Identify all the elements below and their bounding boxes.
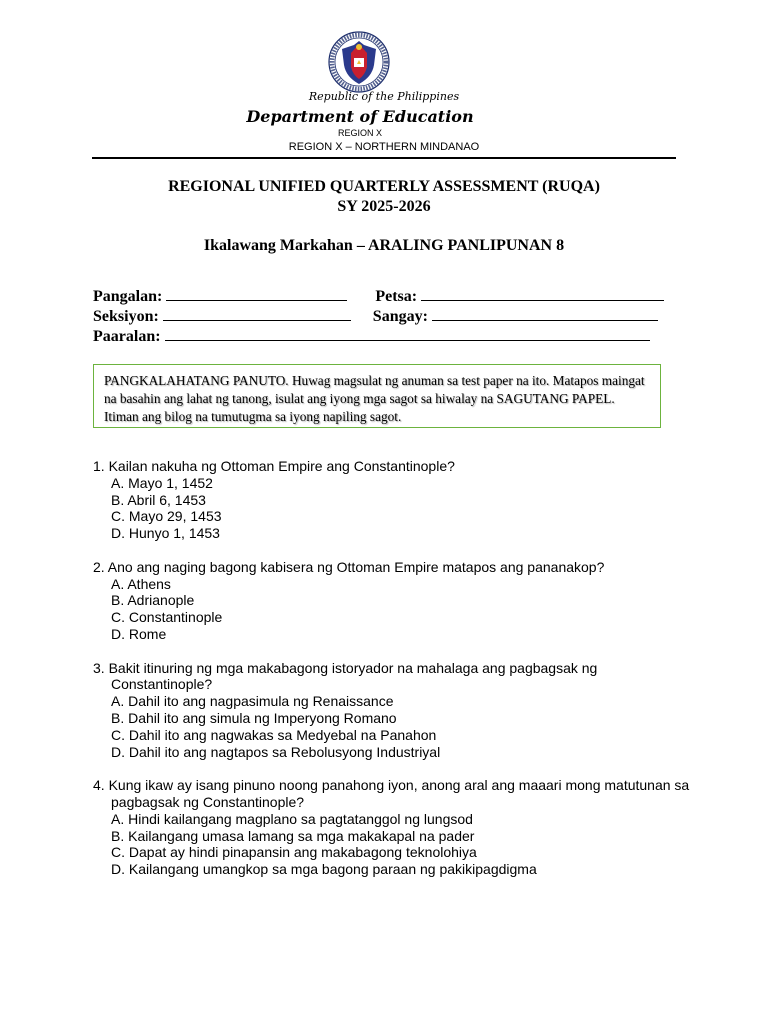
date-label: Petsa: — [375, 288, 418, 305]
school-blank[interactable] — [165, 326, 650, 341]
answer-choice: C. Dapat ay hindi pinapansin ang makabagong teknolohiya — [111, 844, 477, 861]
section-blank[interactable] — [163, 306, 351, 321]
branch-label: Sangay: — [372, 308, 428, 325]
question-item — [93, 559, 693, 643]
answer-choice: D. Rome — [111, 625, 167, 642]
answer-choice: A. Dahil ito ang nagpasimula ng Renaissance — [111, 693, 394, 710]
question-stem: 4. Kung ikaw ay isang pinuno noong panahong iyon, anong aral ang maaari mong matutunan sa pagbagsak ng Constantinople? — [93, 777, 690, 810]
answer-choice: C. Constantinople — [111, 609, 223, 626]
deped-seal-logo — [328, 31, 390, 93]
answer-choice: C. Mayo 29, 1453 — [111, 508, 222, 525]
question-item — [93, 458, 693, 542]
answer-choice: B. Dahil ito ang simula ng Imperyong Romano — [111, 709, 397, 726]
branch-blank[interactable] — [432, 306, 658, 321]
assessment-title: REGIONAL UNIFIED QUARTERLY ASSESSMENT (RUQA) — [168, 178, 600, 195]
answer-choice: A. Mayo 1, 1452 — [111, 474, 213, 491]
school-year: SY 2025-2026 — [337, 198, 431, 215]
republic-heading: Republic of the Philippines — [308, 90, 460, 103]
general-directions-box: PANGKALAHATANG PANUTO. Huwag magsulat ng anuman sa test paper na ito. Matapos maingat na basahin ang lahat ng tanong, isulat ang iyong mga sagot sa hiwalay na SAGUTANG PAPEL. Itiman ang bilog na tumutugma sa iyong napiling sagot. — [93, 364, 661, 428]
answer-choice: C. Dahil ito ang nagwakas sa Medyebal na Panahon — [111, 726, 437, 743]
question-item — [93, 777, 693, 878]
answer-choice: B. Abril 6, 1453 — [111, 491, 206, 508]
section-branch-row — [93, 306, 658, 326]
answer-choice: D. Kailangang umangkop sa mga bagong paraan ng pakikipagdigma — [111, 861, 537, 878]
question-item — [93, 660, 693, 761]
department-heading: Department of Education — [246, 107, 474, 126]
question-stem: 2. Ano ang naging bagong kabisera ng Ottoman Empire matapos ang pananakop? — [93, 558, 605, 575]
region-short: REGION X — [337, 128, 382, 138]
date-blank[interactable] — [421, 286, 664, 301]
header-divider — [92, 157, 676, 159]
school-row — [93, 326, 650, 346]
answer-choice: D. Hunyo 1, 1453 — [111, 525, 220, 542]
question-stem: 3. Bakit itinuring ng mga makabagong istoryador na mahalaga ang pagbagsak ng Constantinople? — [93, 659, 598, 693]
answer-choice: B. Adrianople — [111, 592, 195, 609]
section-label: Seksiyon: — [93, 308, 159, 325]
name-date-row — [93, 286, 664, 306]
school-label: Paaralan: — [93, 328, 161, 345]
subject-heading: Ikalawang Markahan – ARALING PANLIPUNAN 8 — [203, 237, 565, 254]
name-label: Pangalan: — [93, 288, 163, 305]
question-list — [93, 458, 693, 895]
answer-choice: B. Kailangang umasa lamang sa mga makakapal na pader — [111, 827, 475, 844]
question-stem: 1. Kailan nakuha ng Ottoman Empire ang Constantinople? — [93, 458, 455, 474]
answer-choice: D. Dahil ito ang nagtapos sa Rebolusyong Industriyal — [111, 743, 441, 760]
answer-choice: A. Athens — [111, 575, 171, 592]
region-full: REGION X – NORTHERN MINDANAO — [288, 141, 480, 153]
answer-choice: A. Hindi kailangang magplano sa pagtatanggol ng lungsod — [111, 810, 473, 827]
name-blank[interactable] — [166, 286, 347, 301]
